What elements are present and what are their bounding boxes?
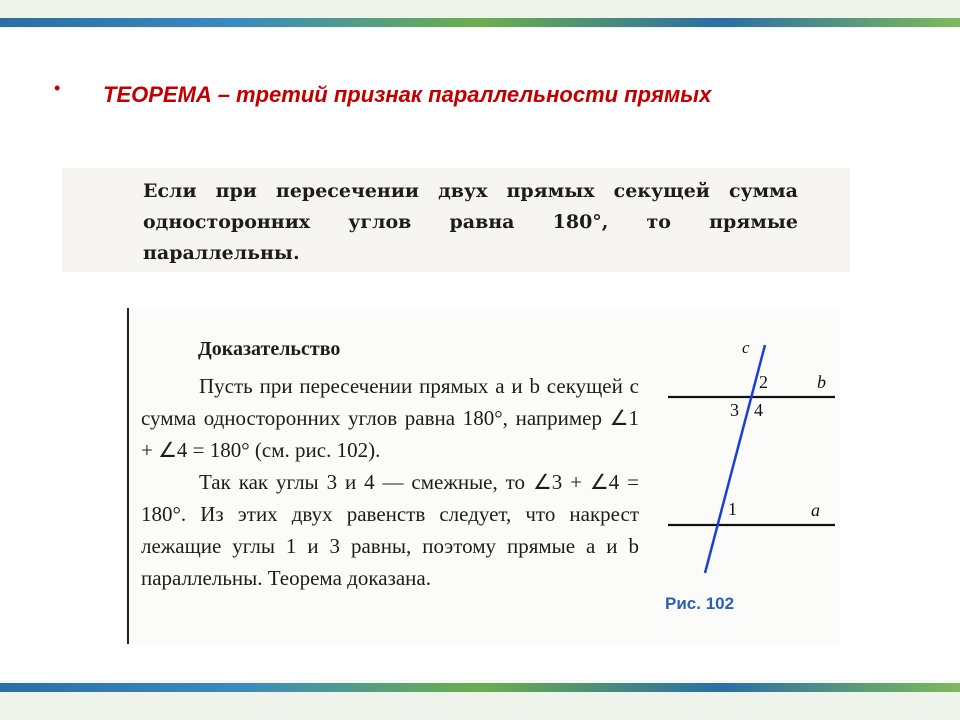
bullet: • — [54, 78, 61, 98]
figure-102 — [660, 335, 840, 620]
title-keyword: ТЕОРЕМА — [103, 82, 212, 107]
bottom-band — [0, 692, 960, 720]
label-a: a — [811, 500, 820, 520]
angle-4-label: 4 — [754, 400, 763, 420]
angle-3-label: 3 — [730, 400, 739, 420]
top-stripe — [0, 18, 960, 27]
theorem-statement: Если при пересечении двух прямых секущей сумма односторонних углов равна 180°, то прямые параллельны. — [143, 180, 798, 264]
transversal-c — [705, 345, 765, 573]
proof-body — [141, 370, 639, 594]
proof-paragraph-1: Пусть при пересечении прямых a и b секущей c сумма односторонних углов равна 180°, например ∠1 + ∠4 = 180° (см. рис. 102). — [141, 374, 639, 462]
angle-2-label: 2 — [759, 372, 768, 392]
angle-1-label: 1 — [728, 499, 737, 519]
proof-heading: Доказательство — [198, 338, 341, 360]
proof-paragraph-2: Так как углы 3 и 4 — смежные, то ∠3 + ∠4 = 180°. Из этих двух равенств следует, что накрест лежащие углы 1 и 3 равны, поэтому прямые a и b параллельны. Теорема доказана. — [141, 470, 639, 590]
title-rest: третий признак параллельности прямых — [236, 82, 712, 107]
label-c: c — [742, 338, 750, 357]
proof-left-rule — [127, 308, 129, 644]
title-separator: – — [217, 82, 231, 107]
figure-caption: Рис. 102 — [665, 594, 735, 613]
bottom-stripe — [0, 683, 960, 692]
label-b: b — [817, 372, 826, 392]
slide-title — [103, 82, 711, 108]
